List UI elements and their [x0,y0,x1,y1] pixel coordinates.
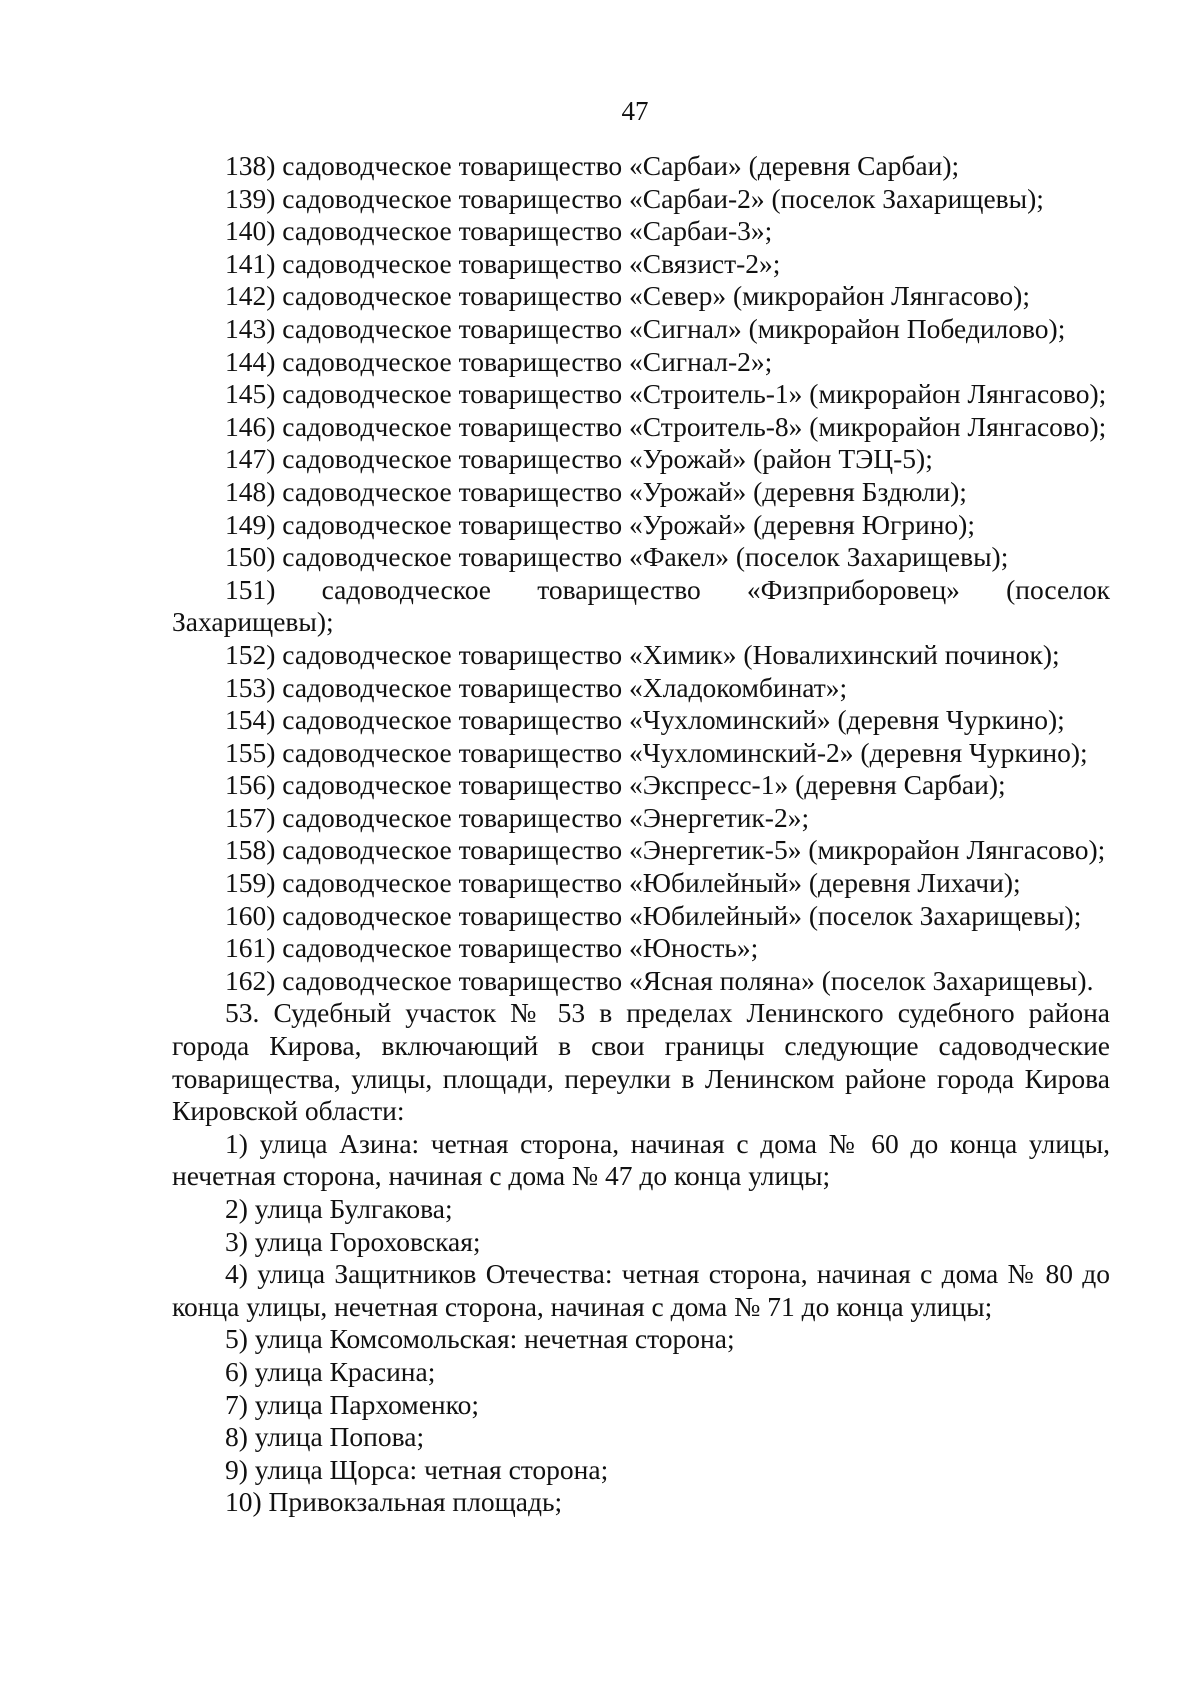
list-item: 158) садоводческое товарищество «Энергетик-5» (микрорайон Лянгасово); [225,834,1106,866]
list-item: 147) садоводческое товарищество «Урожай» (район ТЭЦ-5); [225,443,933,475]
list-item: 161) садоводческое товарищество «Юность»; [225,932,759,964]
list-item: 8) улица Попова; [225,1421,425,1453]
list-item: 1) улица Азина: четная сторона, начиная с дома № 60 до конца улицы, нечетная сторона, начиная с дома № 47 до конца улицы; [172,1127,1110,1192]
document-body [172,150,1110,1519]
list-item: 138) садоводческое товарищество «Сарбаи» (деревня Сарбаи); [225,150,960,181]
page-number: 47 [621,96,649,126]
list-item: 139) садоводческое товарищество «Сарбаи-2» (поселок Захарищевы); [225,182,1044,214]
list-item: 7) улица Пархоменко; [225,1388,479,1420]
list-item: 2) улица Булгакова; [225,1193,453,1224]
list-item: 140) садоводческое товарищество «Сарбаи-3»; [225,215,773,247]
list-item: 151) садоводческое товарищество «Физприборовец» (поселок Захарищевы); [172,573,1110,638]
list-item: 160) садоводческое товарищество «Юбилейный» (поселок Захарищевы); [225,899,1082,931]
list-item: 144) садоводческое товарищество «Сигнал-2»; [225,345,773,377]
list-item: 149) садоводческое товарищество «Урожай» (деревня Югрино); [225,508,975,540]
list-item: 141) садоводческое товарищество «Связист-2»; [225,247,781,279]
list-item: 143) садоводческое товарищество «Сигнал» (микрорайон Победилово); [225,312,1066,344]
list-item: 142) садоводческое товарищество «Север» (микрорайон Лянгасово); [225,280,1030,312]
list-item: 9) улица Щорса: четная сторона; [225,1453,609,1485]
list-item: 155) садоводческое товарищество «Чухломинский-2» (деревня Чуркино); [225,736,1088,768]
list-item: 152) садоводческое товарищество «Химик» (Новалихинский починок); [225,638,1060,670]
list-item: 154) садоводческое товарищество «Чухломинский» (деревня Чуркино); [225,704,1065,736]
list-item: 153) садоводческое товарищество «Хладокомбинат»; [225,671,848,703]
list-item: 3) улица Гороховская; [225,1225,481,1257]
section-paragraph: 53. Судебный участок № 53 в пределах Ленинского судебного района города Кирова, включающий в свои границы следующие садоводческие товарищества, улицы, площади, переулки в Ленинском районе города Кирова Кировской области: [172,997,1110,1127]
list-item: 156) садоводческое товарищество «Экспресс-1» (деревня Сарбаи); [225,769,1006,801]
list-item: 150) садоводческое товарищество «Факел» (поселок Захарищевы); [225,541,1009,573]
list-item: 157) садоводческое товарищество «Энергетик-2»; [225,801,810,833]
list-item: 5) улица Комсомольская: нечетная сторона; [225,1323,735,1355]
list-item: 6) улица Красина; [225,1355,436,1387]
list-item: 162) садоводческое товарищество «Ясная поляна» (поселок Захарищевы). [225,964,1094,996]
list-item: 146) садоводческое товарищество «Строитель-8» (микрорайон Лянгасово); [225,410,1107,442]
list-item: 4) улица Защитников Отечества: четная сторона, начиная с дома № 80 до конца улицы, нечетная сторона, начиная с дома № 71 до конца улицы; [172,1258,1110,1322]
list-item: 145) садоводческое товарищество «Строитель-1» (микрорайон Лянгасово); [225,378,1107,410]
list-item: 148) садоводческое товарищество «Урожай» (деревня Бздюли); [225,475,967,507]
list-item: 159) садоводческое товарищество «Юбилейный» (деревня Лихачи); [225,867,1021,899]
list-item: 10) Привокзальная площадь; [225,1486,563,1518]
